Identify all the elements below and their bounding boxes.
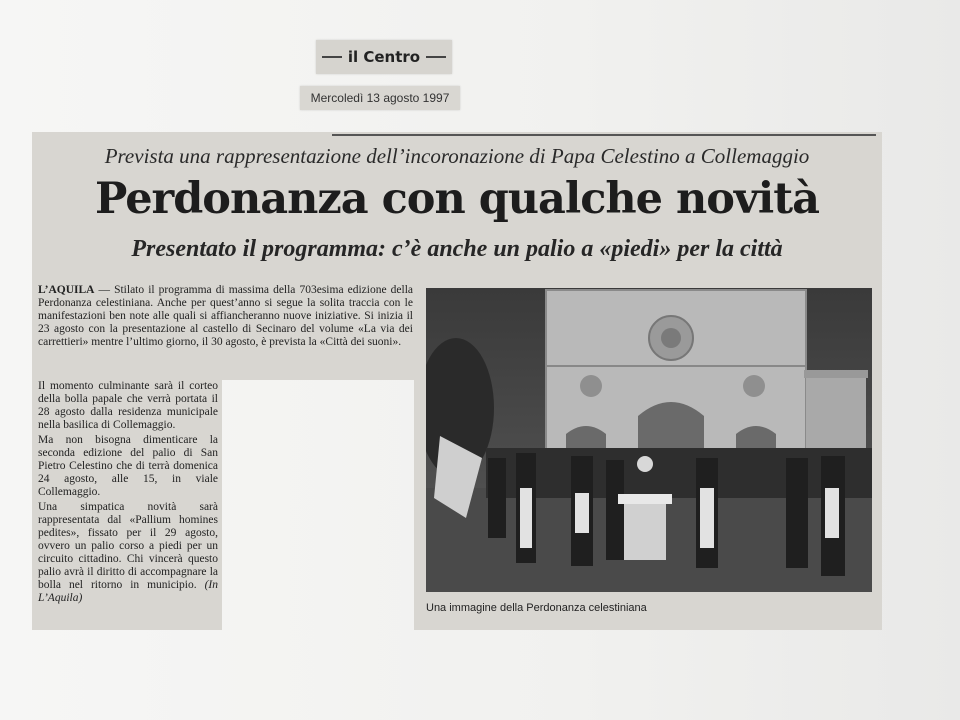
article-subhead: Presentato il programma: c’è anche un palio a «piedi» per la città xyxy=(131,236,783,262)
article-column-clipping xyxy=(32,380,222,630)
photo-caption: Una immagine della Perdonanza celestiniana xyxy=(426,602,647,614)
lead-text: — Stilato il programma di massima della 703esima edizione della Perdonanza celestiniana. Anche per quest’anno si segue la solita traccia con le manifestazioni ben note alle quali si affiancheranno nuove iniziative. Si inizia il 23 agosto con la presentazione al castello di Secinaro del volume «La via dei carrettieri» mentre l’ultimo giorno, il 30 agosto, è prevista la «Città dei suoni». xyxy=(38,284,413,348)
article-header-clipping xyxy=(32,132,882,280)
body-paragraph: Il momento culminante sarà il corteo della bolla papale che verrà portata il 28 agosto dalla residenza municipale nella basilica di Collemaggio. xyxy=(38,380,218,431)
article-headline: Perdonanza con qualche novità xyxy=(95,174,819,224)
article-kicker: Prevista una rappresentazione dell’incoronazione di Papa Celestino a Collemaggio xyxy=(104,144,810,168)
article-lead-clipping xyxy=(32,280,422,380)
byline: (In L’Aquila) xyxy=(38,579,218,604)
body-paragraph: Ma non bisogna dimenticare la seconda edizione del palio di San Pietro Celestino che di terrà domenica 24 agosto, alle 15, in viale Collemaggio. xyxy=(38,434,218,498)
body-paragraph-text: Una simpatica novità sarà rappresentata dal «Pallium homines pedites», fissato per il 29 agosto, ovvero un palio corso a piedi per un circuito cittadino. Chi vincerà questo palio avrà il diritto di accompagnare la bolla nel ritorno in municipio. xyxy=(38,501,218,591)
basilica-procession-image xyxy=(426,288,872,592)
header-rule xyxy=(332,134,876,136)
dateline-place: L’AQUILA xyxy=(38,284,95,296)
date-clipping xyxy=(300,86,460,110)
newspaper-name: il Centro xyxy=(347,48,421,66)
body-paragraph xyxy=(38,501,218,605)
procession-photo xyxy=(426,288,872,592)
photo-clipping xyxy=(414,280,882,630)
publication-date: Mercoledì 13 agosto 1997 xyxy=(310,91,450,105)
newspaper-masthead-clipping xyxy=(316,40,452,74)
masthead-rule-left xyxy=(322,56,342,58)
article-body xyxy=(38,380,218,607)
masthead-rule-right xyxy=(426,56,446,58)
lead-paragraph xyxy=(38,284,413,349)
